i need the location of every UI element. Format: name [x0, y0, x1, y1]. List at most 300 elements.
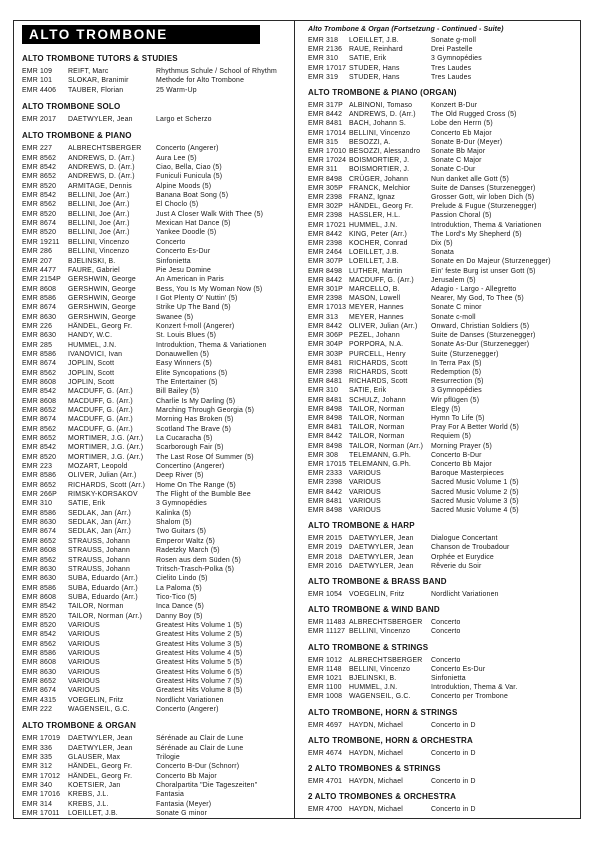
work-title: Orphée et Eurydice — [431, 553, 494, 561]
catalog-number: EMR 8442 — [308, 433, 343, 441]
work-title: Rêverie du Soir — [431, 562, 482, 570]
catalog-row — [308, 322, 574, 331]
work-title: Sonate C Major — [431, 157, 482, 165]
composer-name: HAYDN, Michael — [349, 749, 403, 757]
catalog-row — [22, 762, 288, 771]
work-title: La Cucaracha (5) — [156, 435, 213, 443]
composer-name: RAUE, Reinhard — [349, 46, 403, 54]
catalog-row — [22, 238, 288, 247]
catalog-row — [22, 668, 288, 677]
composer-name: ALBRECHTSBERGER — [68, 145, 142, 153]
catalog-number: EMR 109 — [22, 68, 53, 75]
section-heading: ALTO TROMBONE TUTORS & STUDIES — [22, 54, 178, 63]
catalog-row — [308, 627, 574, 636]
catalog-row — [22, 191, 288, 200]
work-title: Swanee (5) — [156, 313, 194, 321]
catalog-row — [22, 294, 288, 303]
catalog-number: EMR 340 — [22, 782, 53, 790]
work-title: Dialogue Concertant — [431, 535, 498, 543]
catalog-number: EMR 227 — [22, 145, 53, 153]
composer-name: BELLINI, Vincenzo — [349, 628, 411, 636]
catalog-number: EMR 2398 — [308, 240, 343, 248]
catalog-number: EMR 8562 — [22, 154, 57, 162]
composer-name: BESOZZI, Alessandro — [349, 148, 421, 156]
composer-name: HUMMEL, J.N. — [349, 221, 398, 229]
catalog-number: EMR 8608 — [22, 547, 57, 555]
catalog-row — [22, 781, 288, 790]
composer-name: BELLINI, Joe (Arr.) — [68, 192, 130, 200]
work-title: Concerto Bb Major — [431, 460, 492, 468]
catalog-row — [22, 341, 288, 350]
composer-name: ALBRECHTSBERGER — [349, 619, 423, 627]
catalog-row — [308, 534, 574, 543]
catalog-number: EMR 8562 — [22, 369, 57, 377]
work-title: Concerto Es-Dur — [431, 665, 486, 673]
composer-name: SATIE, Erik — [68, 500, 106, 508]
catalog-number: EMR 4406 — [22, 86, 57, 94]
catalog-row — [22, 490, 288, 499]
section-heading: ALTO TROMBONE & PIANO — [22, 131, 132, 141]
catalog-row — [308, 36, 574, 45]
composer-name: GERSHWIN, George — [68, 285, 136, 293]
composer-name: RIMSKY-KORSAKOV — [68, 491, 138, 499]
catalog-row — [308, 45, 574, 54]
catalog-section — [308, 736, 574, 758]
catalog-row — [308, 285, 574, 294]
catalog-number: EMR 286 — [22, 248, 53, 256]
catalog-row — [308, 110, 574, 119]
work-title: Yankee Doodle (5) — [156, 229, 217, 237]
work-title: Sonata — [431, 249, 455, 257]
composer-name: ANDREWS, D. (Arr.) — [349, 111, 416, 119]
composer-name: ANDREWS, D. (Arr.) — [68, 173, 135, 181]
work-title: Sacred Music Volume 1 (5) — [431, 479, 519, 487]
catalog-row — [22, 182, 288, 191]
work-title: Drei Pastelle — [431, 46, 473, 54]
catalog-section — [308, 521, 574, 571]
work-title: Prelude & Fugue (Sturzenegger) — [431, 203, 537, 211]
catalog-number: EMR 11483 — [308, 619, 346, 627]
composer-name: FRANCK, Melchior — [349, 184, 411, 192]
catalog-row — [308, 267, 574, 276]
composer-name: MARCELLO, B. — [349, 286, 400, 294]
composer-name: MOZART, Leopold — [68, 463, 128, 471]
composer-name: ALBRECHTSBERGER — [349, 656, 423, 664]
composer-name: HAYDN, Michael — [349, 778, 403, 785]
catalog-number: EMR 8442 — [308, 276, 343, 284]
catalog-row — [308, 777, 574, 786]
catalog-row — [22, 322, 288, 331]
catalog-number: EMR 8442 — [308, 322, 343, 330]
catalog-row — [308, 119, 574, 128]
section-heading: 2 ALTO TROMBONES & ORCHESTRA — [308, 792, 457, 802]
work-title: Aura Lee (5) — [156, 154, 197, 162]
catalog-row — [22, 144, 288, 153]
catalog-number: EMR 4697 — [308, 721, 343, 729]
catalog-row — [308, 451, 574, 460]
catalog-number: EMR 285 — [22, 341, 53, 349]
work-title: Konzert B-Dur — [431, 102, 478, 110]
work-title: Concerto Eb Major — [431, 129, 492, 137]
catalog-row — [308, 721, 574, 730]
composer-name: BELLINI, Vincenzo — [68, 248, 130, 256]
work-title: Charlie Is My Darling (5) — [156, 397, 236, 405]
catalog-number: EMR 310 — [308, 387, 339, 395]
composer-name: OLIVER, Julian (Arr.) — [349, 322, 418, 330]
work-title: Greatest Hits Volume 5 (5) — [156, 659, 243, 667]
catalog-row — [22, 266, 288, 275]
composer-name: TAILOR, Norman — [68, 603, 124, 611]
work-title: Onward, Christian Soldiers (5) — [431, 322, 530, 330]
catalog-row — [22, 574, 288, 583]
composer-name: CRÜGER, Johann — [349, 175, 409, 183]
composer-name: HÄNDEL, Georg Fr. — [349, 203, 414, 211]
catalog-number: EMR 8542 — [22, 388, 57, 396]
composer-name: VOEGELIN, Fritz — [68, 696, 124, 704]
composer-name: MACDUFF, G. (Arr.) — [68, 407, 133, 414]
catalog-section — [22, 131, 288, 714]
work-title: 3 Gymnopédies — [156, 500, 207, 508]
catalog-row — [22, 163, 288, 172]
composer-name: DAETWYLER, Jean — [349, 535, 414, 543]
catalog-number: EMR 2154P — [22, 276, 61, 284]
catalog-row — [22, 115, 288, 124]
work-title: Sinfonietta — [156, 257, 191, 265]
catalog-row — [308, 350, 574, 359]
catalog-row — [308, 257, 574, 266]
catalog-number: EMR 2398 — [308, 368, 343, 376]
work-title: Baroque Masterpieces — [431, 470, 504, 478]
catalog-row — [22, 602, 288, 611]
catalog-row — [308, 73, 574, 82]
work-title: Adagio - Largo - Allegretto — [431, 286, 517, 294]
catalog-row — [22, 443, 288, 452]
composer-name: WAGENSEIL, G.C. — [68, 706, 130, 713]
catalog-number: EMR 2017 — [22, 116, 57, 124]
catalog-number: EMR 8652 — [22, 435, 57, 443]
catalog-row — [308, 488, 574, 497]
catalog-row — [308, 294, 574, 303]
catalog-number: EMR 308 — [308, 451, 339, 459]
work-title: Bess, You Is My Woman Now (5) — [156, 285, 263, 293]
work-title: Grosser Gott, wir loben Dich (5) — [431, 194, 535, 202]
composer-name: VARIOUS — [68, 640, 100, 648]
work-title: In Terra Pax (5) — [431, 359, 482, 367]
composer-name: MORTIMER, J.G. (Arr.) — [68, 435, 144, 443]
catalog-number: EMR 8652 — [22, 407, 57, 414]
catalog-row — [22, 471, 288, 480]
catalog-row — [308, 184, 574, 193]
catalog-row — [308, 590, 574, 599]
catalog-number: EMR 8562 — [22, 201, 57, 209]
catalog-row — [308, 193, 574, 202]
work-title: Sonate Bb Major — [431, 148, 486, 156]
catalog-number: EMR 8608 — [22, 285, 57, 293]
catalog-number: EMR 8586 — [22, 472, 57, 480]
section-heading: ALTO TROMBONE & ORGAN — [22, 721, 137, 731]
composer-name: TAUBER, Florian — [68, 86, 124, 94]
catalog-row — [308, 543, 574, 552]
catalog-row — [22, 200, 288, 209]
catalog-row — [308, 156, 574, 165]
work-title: Trilogie — [156, 754, 180, 762]
composer-name: VARIOUS — [349, 470, 381, 478]
catalog-number: EMR 1008 — [308, 693, 343, 701]
work-title: Tres Laudes — [431, 64, 472, 72]
work-title: Kalinka (5) — [156, 509, 192, 517]
catalog-row — [22, 772, 288, 781]
catalog-row — [22, 658, 288, 667]
composer-name: VARIOUS — [349, 497, 381, 505]
work-title: Pie Jesu Domine — [156, 266, 212, 274]
catalog-number: EMR 17012 — [22, 772, 61, 780]
catalog-row — [308, 423, 574, 432]
catalog-row — [22, 313, 288, 322]
catalog-number: EMR 8562 — [22, 425, 57, 433]
work-title: El Choclo (5) — [156, 201, 199, 209]
catalog-number: EMR 17011 — [22, 810, 60, 818]
catalog-row — [22, 790, 288, 799]
work-title: Elegy (5) — [431, 405, 461, 413]
composer-name: KREBS, J.L. — [68, 800, 109, 808]
composer-name: FAURE, Gabriel — [68, 266, 120, 274]
right-column — [294, 21, 580, 818]
work-title: Alpine Moods (5) — [156, 182, 212, 190]
work-title: Sonate B-Dur (Meyer) — [431, 138, 503, 146]
work-title: The Old Rugged Cross (5) — [431, 111, 517, 119]
work-title: Sérénade au Clair de Lune — [156, 744, 244, 752]
composer-name: ARMITAGE, Dennis — [68, 182, 132, 190]
catalog-number: EMR 17024 — [308, 157, 347, 165]
catalog-number: EMR 222 — [22, 706, 53, 713]
catalog-row — [308, 405, 574, 414]
work-title: Strike Up The Band (5) — [156, 304, 231, 312]
catalog-row — [308, 138, 574, 147]
catalog-number: EMR 8652 — [22, 481, 57, 489]
catalog-number: EMR 1021 — [308, 674, 343, 682]
composer-name: KOCHER, Conrad — [349, 240, 408, 248]
catalog-number: EMR 8630 — [22, 575, 57, 583]
work-title: Nun danket alle Gott (5) — [431, 175, 509, 183]
composer-name: BJELINSKI, B. — [68, 257, 116, 265]
composer-name: JOPLIN, Scott — [68, 360, 115, 368]
catalog-number: EMR 306P — [308, 332, 343, 340]
composer-name: ALBINONI, Tomaso — [349, 102, 413, 110]
catalog-row — [308, 165, 574, 174]
catalog-row — [22, 219, 288, 228]
work-title: Marching Through Georgia (5) — [156, 407, 255, 414]
catalog-row — [22, 640, 288, 649]
catalog-number: EMR 307P — [308, 258, 343, 266]
catalog-row — [308, 221, 574, 230]
catalog-row — [308, 656, 574, 665]
catalog-number: EMR 8674 — [22, 416, 57, 424]
work-title: Funiculi Funicula (5) — [156, 173, 223, 181]
work-title: I Got Plenty O' Nuttin' (5) — [156, 294, 238, 302]
catalog-row — [308, 692, 574, 701]
catalog-row — [22, 800, 288, 809]
work-title: Cielito Lindo (5) — [156, 575, 208, 583]
catalog-section — [308, 708, 574, 730]
catalog-number: EMR 8542 — [22, 631, 57, 639]
work-title: Requiem (5) — [431, 433, 472, 441]
work-title: The Lord's My Shepherd (5) — [431, 230, 522, 238]
catalog-row — [22, 434, 288, 443]
catalog-row — [22, 359, 288, 368]
catalog-row — [22, 210, 288, 219]
work-title: Sérénade au Clair de Lune — [156, 735, 244, 743]
work-title: Sacred Music Volume 4 (5) — [431, 506, 519, 514]
composer-name: HUMMEL, J.N. — [68, 341, 117, 349]
catalog-row — [22, 499, 288, 508]
work-title: Greatest Hits Volume 8 (5) — [156, 687, 243, 695]
catalog-row — [22, 228, 288, 237]
section-heading: ALTO TROMBONE SOLO — [22, 102, 121, 112]
work-title: Sinfonietta — [431, 674, 466, 682]
catalog-number: EMR 8520 — [22, 182, 57, 190]
catalog-section — [308, 643, 574, 702]
composer-name: REIFT, Marc — [68, 68, 109, 75]
section-heading: ALTO TROMBONE & BRASS BAND — [308, 576, 447, 586]
catalog-number: EMR 19211 — [22, 238, 60, 246]
composer-name: ANDREWS, D. (Arr.) — [68, 164, 135, 172]
work-title: Concerto (Angerer) — [156, 145, 219, 153]
catalog-number: EMR 4315 — [22, 696, 57, 704]
work-title: Rhythmus Schule / School of Rhythm — [156, 68, 277, 75]
composer-name: PEZEL, Johann — [349, 332, 400, 340]
work-title: Concerto in D — [431, 806, 476, 814]
catalog-row — [22, 387, 288, 396]
work-title: Methode for Alto Trombone — [156, 77, 245, 85]
catalog-number: EMR 8498 — [308, 442, 343, 450]
catalog-number: EMR 318 — [308, 37, 339, 44]
catalog-number: EMR 4701 — [308, 778, 343, 785]
catalog-row — [22, 378, 288, 387]
composer-name: SCHULZ, Johann — [349, 396, 406, 404]
catalog-number: EMR 8586 — [22, 584, 57, 592]
composer-name: STRAUSS, Johann — [68, 537, 130, 545]
catalog-number: EMR 2019 — [308, 544, 343, 552]
composer-name: BELLINI, Joe (Arr.) — [68, 210, 130, 218]
composer-name: BELLINI, Vincenzo — [68, 238, 130, 246]
work-title: Hymn To Life (5) — [431, 414, 485, 422]
catalog-row — [308, 497, 574, 506]
catalog-number: EMR 8674 — [22, 304, 57, 312]
catalog-number: EMR 305P — [308, 184, 343, 192]
composer-name: DAETWYLER, Jean — [68, 116, 133, 124]
composer-name: SEDLAK, Jan (Arr.) — [68, 509, 131, 517]
catalog-number: EMR 8586 — [22, 649, 57, 657]
composer-name: LOEILLET, J.B. — [349, 37, 399, 44]
work-title: Sonate C-Dur — [431, 166, 476, 174]
catalog-row — [22, 172, 288, 181]
catalog-number: EMR 301P — [308, 286, 343, 294]
composer-name: HUMMEL, J.N. — [349, 684, 398, 692]
section-heading: 2 ALTO TROMBONES & STRINGS — [308, 764, 441, 773]
catalog-row — [22, 397, 288, 406]
catalog-number: EMR 8586 — [22, 294, 57, 302]
work-title: Introduktion, Thema & Variationen — [156, 341, 267, 349]
work-title: Concerto — [431, 656, 461, 664]
catalog-row — [22, 593, 288, 602]
catalog-number: EMR 1054 — [308, 590, 343, 598]
catalog-row — [22, 425, 288, 434]
page-title-banner — [22, 25, 260, 44]
catalog-number: EMR 8630 — [22, 519, 57, 527]
catalog-row — [308, 359, 574, 368]
composer-name: RICHARDS, Scott — [349, 368, 408, 376]
catalog-row — [308, 101, 574, 110]
catalog-number: EMR 8481 — [308, 497, 343, 505]
catalog-number: EMR 8481 — [308, 396, 343, 404]
composer-name: BELLINI, Joe (Arr.) — [68, 229, 130, 237]
catalog-row — [308, 368, 574, 377]
catalog-page — [13, 20, 581, 819]
work-title: Emperor Waltz (5) — [156, 537, 216, 545]
work-title: Greatest Hits Volume 2 (5) — [156, 631, 243, 639]
catalog-number: EMR 2016 — [308, 562, 343, 570]
catalog-row — [22, 612, 288, 621]
catalog-row — [22, 518, 288, 527]
work-title: Concerto in D — [431, 721, 476, 729]
composer-name: HAYDN, Michael — [349, 721, 403, 729]
catalog-row — [308, 562, 574, 571]
catalog-number: EMR 2398 — [308, 479, 343, 487]
catalog-number: EMR 8630 — [22, 332, 57, 340]
composer-name: HÄNDEL, Georg Fr. — [68, 322, 133, 330]
composer-name: VARIOUS — [349, 488, 381, 496]
work-title: Konzert f-moll (Angerer) — [156, 322, 235, 330]
work-title: Two Guitars (5) — [156, 528, 207, 536]
composer-name: DAETWYLER, Jean — [349, 553, 414, 561]
catalog-number: EMR 4674 — [308, 749, 343, 757]
composer-name: VARIOUS — [68, 621, 100, 629]
catalog-number: EMR 8498 — [308, 267, 343, 275]
catalog-row — [22, 686, 288, 695]
composer-name: KREBS, J.L. — [68, 791, 109, 799]
catalog-number: EMR 1100 — [308, 684, 342, 692]
catalog-row — [308, 683, 574, 692]
work-title: 3 Gymnopédies — [431, 387, 482, 395]
composer-name: BELLINI, Joe (Arr.) — [68, 220, 130, 228]
catalog-number: EMR 8630 — [22, 668, 57, 676]
catalog-number: EMR 8498 — [308, 414, 343, 422]
composer-name: LOEILLET, J.B. — [68, 810, 118, 818]
catalog-row — [22, 257, 288, 266]
catalog-row — [308, 749, 574, 758]
work-title: Ein' feste Burg ist unser Gott (5) — [431, 267, 536, 275]
composer-name: VARIOUS — [68, 668, 100, 676]
work-title: Concerto (Angerer) — [156, 706, 219, 713]
catalog-row — [308, 276, 574, 285]
work-title: Concerto per Trombone — [431, 693, 508, 701]
catalog-number: EMR 314 — [22, 800, 53, 808]
catalog-row — [22, 744, 288, 753]
work-title: Concerto Bb Major — [156, 772, 217, 780]
catalog-number: EMR 8498 — [308, 506, 343, 514]
composer-name: DAETWYLER, Jean — [349, 544, 414, 552]
work-title: Radetzky March (5) — [156, 547, 220, 555]
work-title: Tico-Tico (5) — [156, 593, 197, 601]
catalog-number: EMR 8520 — [22, 453, 57, 461]
catalog-row — [308, 414, 574, 423]
catalog-row — [308, 147, 574, 156]
catalog-row — [22, 753, 288, 762]
catalog-row — [22, 584, 288, 593]
catalog-number: EMR 8608 — [22, 593, 57, 601]
catalog-number: EMR 8481 — [308, 424, 343, 432]
composer-name: MEYER, Hannes — [349, 304, 404, 312]
